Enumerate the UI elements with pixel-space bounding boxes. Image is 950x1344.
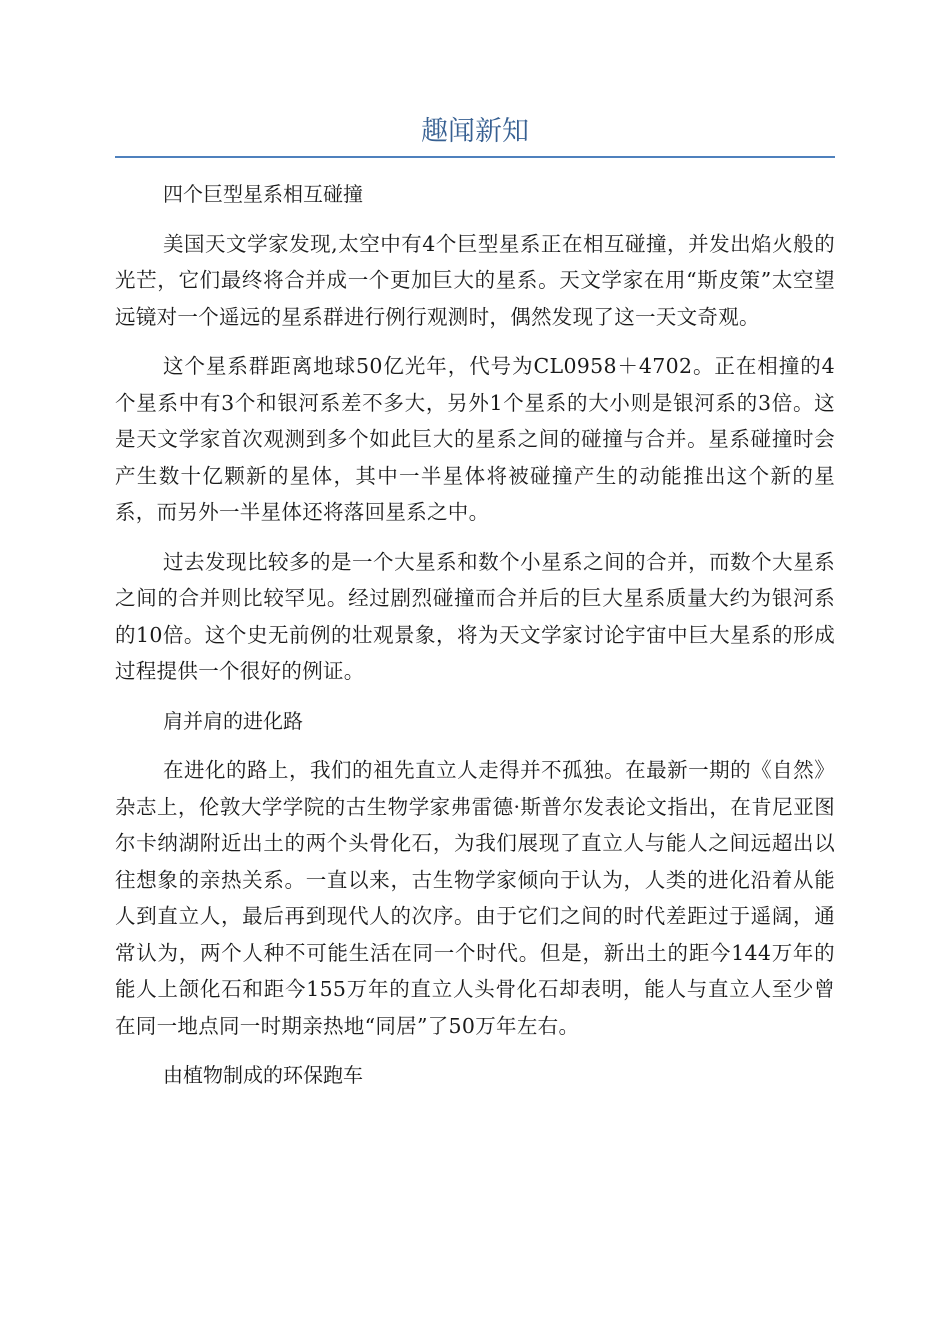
title-bar — [115, 112, 835, 158]
paragraph: 美国天文学家发现,太空中有4个巨型星系正在相互碰撞，并发出焰火般的光芒，它们最终将合并成一个更加巨大的星系。天文学家在用“斯皮策”太空望远镜对一个遥远的星系群进行例行观测时，偶然发现了这一天文奇观。 — [115, 231, 835, 329]
paragraph: 在进化的路上，我们的祖先直立人走得并不孤独。在最新一期的《自然》杂志上，伦敦大学学院的古生物学家弗雷德·斯普尔发表论文指出，在肯尼亚图尔卡纳湖附近出土的两个头骨化石，为我们展现了直立人与能人之间远超出以往想象的亲热关系。一直以来，古生物学家倾向于认为，人类的进化沿着从能人到直立人，最后再到现代人的次序。由于它们之间的时代差距过于遥阔，通常认为，两个人种不可能生活在同一个时代。但是，新出土的距今144万年的能人上颌化石和距今155万年的直立人头骨化石却表明，能人与直立人至少曾在同一地点同一时期亲热地“同居”了50万年左右。 — [115, 758, 835, 1038]
section-heading: 四个巨型星系相互碰撞 — [163, 182, 363, 206]
section-heading: 由植物制成的环保跑车 — [163, 1063, 363, 1087]
page-title: 趣闻新知 — [421, 116, 529, 147]
paragraph: 过去发现比较多的是一个大星系和数个小星系之间的合并，而数个大星系之间的合并则比较罕见。经过剧烈碰撞而合并后的巨大星系质量大约为银河系的10倍。这个史无前例的壮观景象，将为天文学家讨论宇宙中巨大星系的形成过程提供一个很好的例证。 — [115, 549, 835, 683]
document-body — [115, 176, 835, 1107]
section-heading: 肩并肩的进化路 — [163, 708, 303, 733]
paragraph: 这个星系群距离地球50亿光年，代号为CL0958＋4702。正在相撞的4个星系中有3个和银河系差不多大，另外1个星系的大小则是银河系的3倍。这是天文学家首次观测到多个如此巨大的星系之间的碰撞与合并。星系碰撞时会产生数十亿颗新的星体，其中一半星体将被碰撞产生的动能推出这个新的星系，而另外一半星体还将落回星系之中。 — [115, 354, 835, 524]
